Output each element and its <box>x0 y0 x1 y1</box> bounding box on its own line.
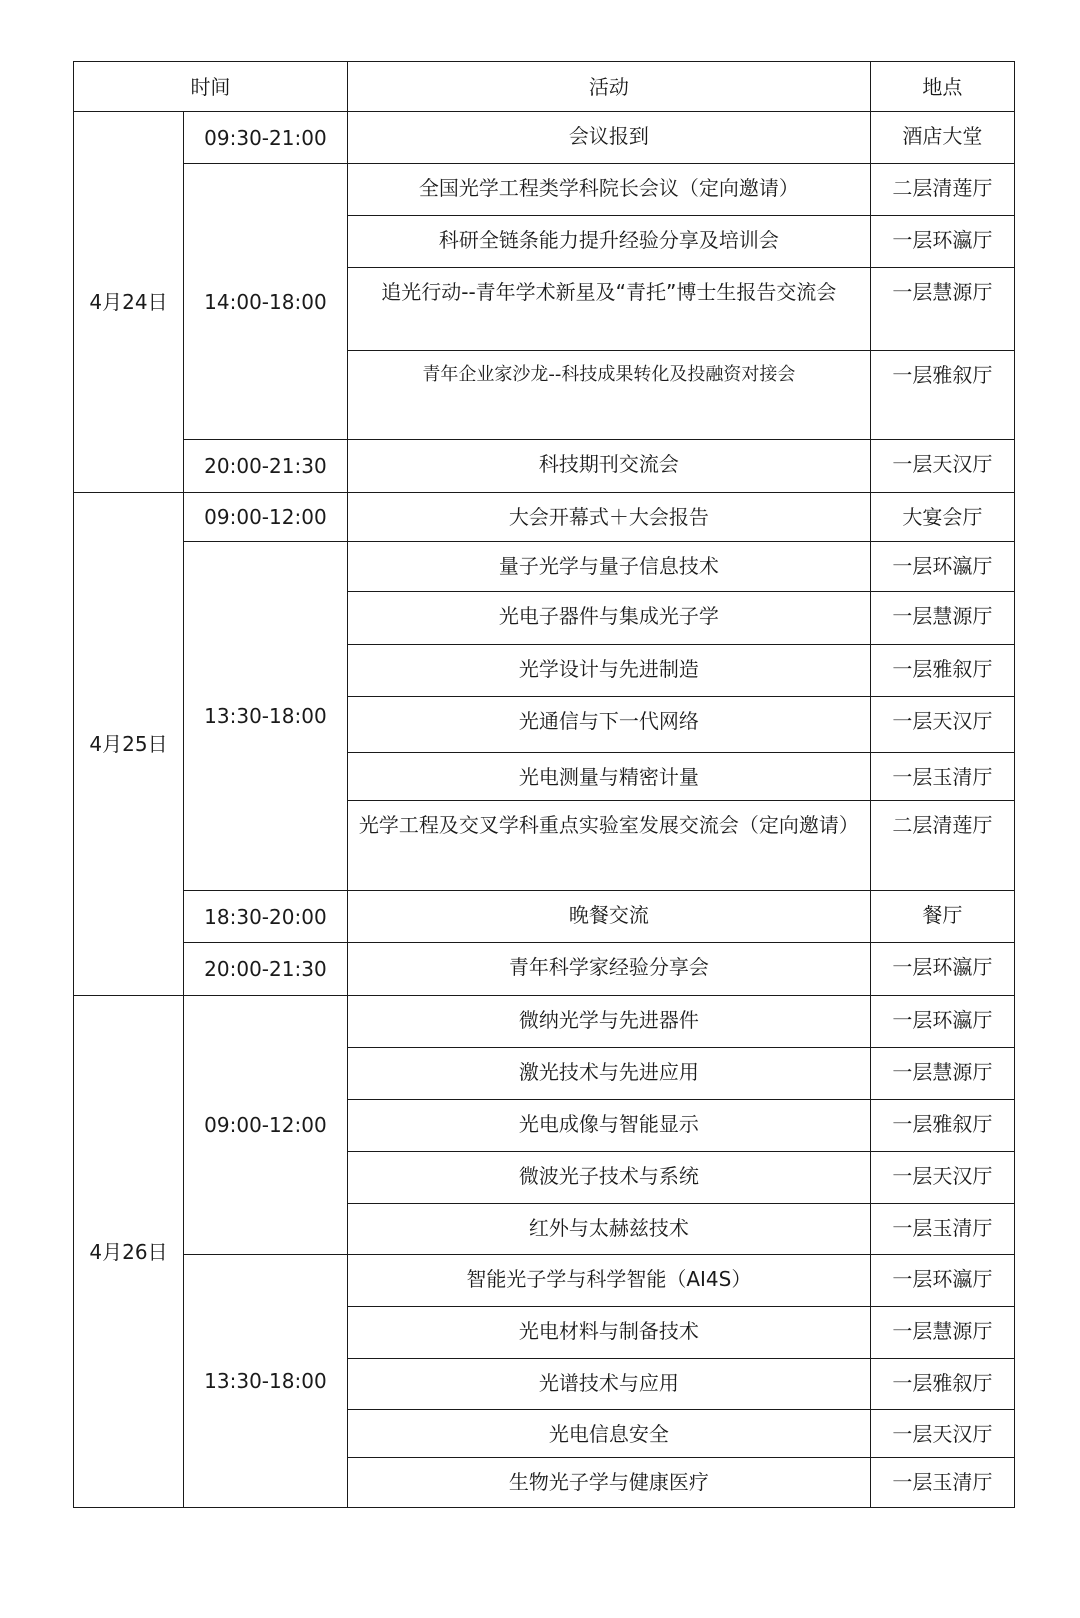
table-row <box>74 112 1015 164</box>
time-cell: 14:00-18:00 <box>183 164 347 440</box>
activity-cell: 光电材料与制备技术 <box>347 1307 870 1359</box>
location-cell: 一层雅叙厅 <box>870 1359 1014 1410</box>
table-row <box>74 943 1015 996</box>
location-cell: 一层玉清厅 <box>870 1204 1014 1255</box>
activity-cell: 量子光学与量子信息技术 <box>347 542 870 592</box>
location-cell: 一层慧源厅 <box>870 592 1014 645</box>
header-activity: 活动 <box>347 62 870 112</box>
time-cell: 20:00-21:30 <box>183 943 347 996</box>
location-cell: 一层环瀛厅 <box>870 1255 1014 1307</box>
header-time: 时间 <box>74 62 348 112</box>
time-cell: 18:30-20:00 <box>183 891 347 943</box>
location-cell: 一层雅叙厅 <box>870 645 1014 697</box>
time-cell: 09:00-12:00 <box>183 493 347 542</box>
activity-cell: 科技期刊交流会 <box>347 440 870 493</box>
activity-cell: 激光技术与先进应用 <box>347 1048 870 1100</box>
activity-cell: 光电成像与智能显示 <box>347 1100 870 1152</box>
activity-cell: 光谱技术与应用 <box>347 1359 870 1410</box>
activity-cell: 光电子器件与集成光子学 <box>347 592 870 645</box>
activity-cell: 光电测量与精密计量 <box>347 753 870 801</box>
location-cell: 酒店大堂 <box>870 112 1014 164</box>
activity-cell: 智能光子学与科学智能（AI4S） <box>347 1255 870 1307</box>
location-cell: 一层环瀛厅 <box>870 216 1014 268</box>
location-cell: 大宴会厅 <box>870 493 1014 542</box>
location-cell: 一层慧源厅 <box>870 1307 1014 1359</box>
table-row <box>74 996 1015 1048</box>
date-cell: 4月25日 <box>74 493 184 996</box>
location-cell: 一层天汉厅 <box>870 697 1014 753</box>
location-cell: 二层清莲厅 <box>870 164 1014 216</box>
table-header-row <box>74 62 1015 112</box>
activity-cell: 光通信与下一代网络 <box>347 697 870 753</box>
activity-cell: 追光行动--青年学术新星及“青托”博士生报告交流会 <box>347 268 870 351</box>
activity-cell: 光学设计与先进制造 <box>347 645 870 697</box>
activity-cell: 青年企业家沙龙--科技成果转化及投融资对接会 <box>347 351 870 440</box>
location-cell: 一层环瀛厅 <box>870 943 1014 996</box>
location-cell: 一层玉清厅 <box>870 753 1014 801</box>
activity-cell: 全国光学工程类学科院长会议（定向邀请） <box>347 164 870 216</box>
activity-cell: 微波光子技术与系统 <box>347 1152 870 1204</box>
location-cell: 一层雅叙厅 <box>870 351 1014 440</box>
time-cell: 13:30-18:00 <box>183 1255 347 1508</box>
time-cell: 09:00-12:00 <box>183 996 347 1255</box>
activity-cell: 大会开幕式＋大会报告 <box>347 493 870 542</box>
location-cell: 一层环瀛厅 <box>870 542 1014 592</box>
time-cell: 20:00-21:30 <box>183 440 347 493</box>
table-row <box>74 440 1015 493</box>
activity-cell: 光学工程及交叉学科重点实验室发展交流会（定向邀请） <box>347 801 870 891</box>
table-row <box>74 891 1015 943</box>
location-cell: 一层慧源厅 <box>870 1048 1014 1100</box>
location-cell: 一层天汉厅 <box>870 1152 1014 1204</box>
date-cell: 4月26日 <box>74 996 184 1508</box>
location-cell: 一层天汉厅 <box>870 440 1014 493</box>
table-row <box>74 1255 1015 1307</box>
location-cell: 一层环瀛厅 <box>870 996 1014 1048</box>
time-cell: 13:30-18:00 <box>183 542 347 891</box>
table-row <box>74 493 1015 542</box>
activity-cell: 青年科学家经验分享会 <box>347 943 870 996</box>
location-cell: 二层清莲厅 <box>870 801 1014 891</box>
location-cell: 一层玉清厅 <box>870 1458 1014 1508</box>
location-cell: 一层天汉厅 <box>870 1410 1014 1458</box>
activity-cell: 微纳光学与先进器件 <box>347 996 870 1048</box>
activity-cell: 生物光子学与健康医疗 <box>347 1458 870 1508</box>
location-cell: 餐厅 <box>870 891 1014 943</box>
table-row <box>74 542 1015 592</box>
activity-cell: 科研全链条能力提升经验分享及培训会 <box>347 216 870 268</box>
header-location: 地点 <box>870 62 1014 112</box>
table-row <box>74 164 1015 216</box>
activity-cell: 红外与太赫兹技术 <box>347 1204 870 1255</box>
activity-cell: 晚餐交流 <box>347 891 870 943</box>
schedule-table <box>73 61 1015 1508</box>
date-cell: 4月24日 <box>74 112 184 493</box>
location-cell: 一层雅叙厅 <box>870 1100 1014 1152</box>
location-cell: 一层慧源厅 <box>870 268 1014 351</box>
activity-cell: 会议报到 <box>347 112 870 164</box>
time-cell: 09:30-21:00 <box>183 112 347 164</box>
activity-cell: 光电信息安全 <box>347 1410 870 1458</box>
